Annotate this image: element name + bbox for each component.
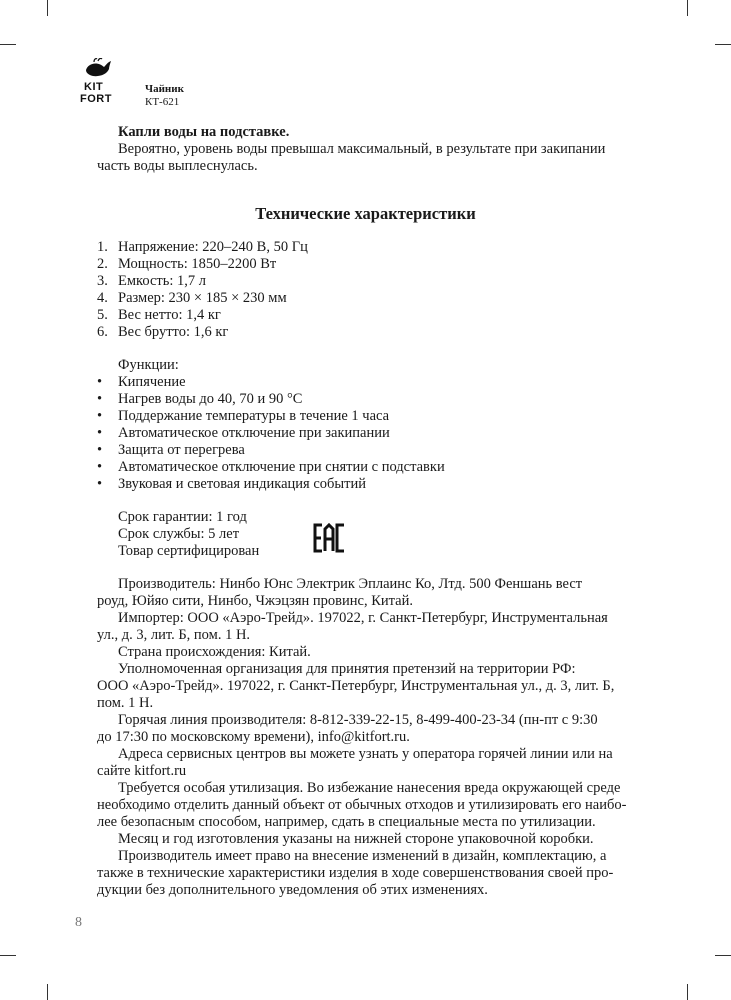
functions-list xyxy=(97,374,642,493)
functions-label: Функции: xyxy=(118,357,179,373)
manufacturer-line-2: роуд, Юйяо сити, Нинбо, Чжэцзян провинс, Китай. xyxy=(97,593,413,609)
rights-line-3: дукции без дополнительного уведомления об этих изменениях. xyxy=(97,882,488,898)
spec-item-text: Мощность: 1850–2200 Вт xyxy=(118,256,277,272)
spec-item-number: 6. xyxy=(97,324,108,340)
function-item-text: Звуковая и световая индикация событий xyxy=(118,476,367,492)
spec-item-text: Вес нетто: 1,4 кг xyxy=(118,307,221,323)
crop-mark-bottom-right-h xyxy=(715,955,731,956)
bullet-icon: • xyxy=(97,442,103,458)
authorized-line-2: ООО «Аэро-Трейд». 197022, г. Санкт-Петербург, Инструментальная ул., д. 3, лит. Б, xyxy=(97,678,615,694)
spec-item xyxy=(97,273,642,290)
product-model: КТ-621 xyxy=(145,96,180,108)
function-item xyxy=(97,459,642,476)
function-item xyxy=(97,374,642,391)
rights-line-1: Производитель имеет право на внесение изменений в дизайн, комплектацию, а xyxy=(118,848,607,864)
bullet-icon: • xyxy=(97,459,103,475)
authorized-line-3: пом. 1 Н. xyxy=(97,695,154,711)
page-header xyxy=(145,83,184,109)
eac-mark xyxy=(313,522,345,559)
disposal-line-3: лее безопасным способом, например, сдать в специальные места по утилизации. xyxy=(97,814,596,830)
specs-list xyxy=(97,239,642,341)
hotline-line-2: до 17:30 по московскому времени), info@kitfort.ru. xyxy=(97,729,410,745)
importer-line-2: ул., д. 3, лит. Б, пом. 1 Н. xyxy=(97,627,251,643)
drops-text-line-1: Вероятно, уровень воды превышал максимальный, в результате при закипании xyxy=(118,141,606,157)
crop-mark-bottom-right xyxy=(687,984,688,1000)
spec-item xyxy=(97,256,642,273)
function-item xyxy=(97,408,642,425)
bullet-icon: • xyxy=(97,408,103,424)
hotline-line-1: Горячая линия производителя: 8-812-339-22-15, 8-499-400-23-34 (пн-пт с 9:30 xyxy=(118,712,598,728)
crop-mark-bottom-left xyxy=(47,984,48,1000)
spec-item-number: 3. xyxy=(97,273,108,289)
disposal-line-2: необходимо отделить данный объект от обычных отходов и утилизировать его наибо- xyxy=(97,797,627,813)
logo-kit-text: KIT xyxy=(84,81,104,93)
function-item xyxy=(97,442,642,459)
specs-heading: Технические характеристики xyxy=(255,204,476,223)
bullet-icon: • xyxy=(97,476,103,492)
function-item xyxy=(97,391,642,408)
spec-item xyxy=(97,290,642,307)
function-item-text: Автоматическое отключение при закипании xyxy=(118,425,390,441)
eac-icon xyxy=(313,522,345,554)
spec-item-text: Размер: 230 × 185 × 230 мм xyxy=(118,290,287,306)
whale-icon xyxy=(84,58,114,78)
spec-item xyxy=(97,324,642,341)
function-item-text: Автоматическое отключение при снятии с подставки xyxy=(118,459,445,475)
function-item xyxy=(97,425,642,442)
function-item-text: Кипячение xyxy=(118,374,186,390)
warranty-service-life: Срок службы: 5 лет xyxy=(118,526,240,542)
function-item-text: Поддержание температуры в течение 1 часа xyxy=(118,408,390,424)
spec-item-number: 5. xyxy=(97,307,108,323)
warranty-block xyxy=(97,509,663,560)
service-line-2: сайте kitfort.ru xyxy=(97,763,187,779)
function-item-text: Защита от перегрева xyxy=(118,442,245,458)
spec-item xyxy=(97,239,642,256)
disposal-line-1: Требуется особая утилизация. Во избежание нанесения вреда окружающей среде xyxy=(118,780,621,796)
bullet-icon: • xyxy=(97,425,103,441)
function-item-text: Нагрев воды до 40, 70 и 90 °C xyxy=(118,391,303,407)
spec-item-text: Напряжение: 220–240 В, 50 Гц xyxy=(118,239,308,255)
authorized-line-1: Уполномоченная организация для принятия претензий на территории РФ: xyxy=(118,661,576,677)
warranty-certified: Товар сертифицирован xyxy=(118,543,260,559)
crop-mark-top-left-h xyxy=(0,44,16,45)
origin-line: Страна происхождения: Китай. xyxy=(118,644,311,660)
crop-mark-bottom-left-h xyxy=(0,955,16,956)
spec-item-text: Емкость: 1,7 л xyxy=(118,273,206,289)
warranty-guarantee: Срок гарантии: 1 год xyxy=(118,509,247,525)
spec-item-number: 4. xyxy=(97,290,108,306)
drops-text-line-2: часть воды выплеснулась. xyxy=(97,158,258,174)
rights-line-2: также в технические характеристики изделия в ходе совершенствования своей про- xyxy=(97,865,614,881)
importer-line-1: Импортер: ООО «Аэро-Трейд». 197022, г. Санкт-Петербург, Инструментальная xyxy=(118,610,608,626)
product-title: Чайник xyxy=(145,83,184,95)
function-item xyxy=(97,476,642,493)
logo-fort-text: FORT xyxy=(80,93,112,105)
crop-mark-top-left xyxy=(47,0,48,16)
kitfort-logo xyxy=(80,58,136,108)
spec-item-text: Вес брутто: 1,6 кг xyxy=(118,324,229,340)
crop-mark-top-right-h xyxy=(715,44,731,45)
spec-item-number: 1. xyxy=(97,239,108,255)
info-section xyxy=(97,576,642,899)
page-number: 8 xyxy=(75,915,82,930)
bullet-icon: • xyxy=(97,374,103,390)
spec-item-number: 2. xyxy=(97,256,108,272)
drops-section xyxy=(97,124,663,158)
manufacturer-line-1: Производитель: Нинбо Юнс Электрик Эплаинс Ко, Лтд. 500 Феншань вест xyxy=(118,576,583,592)
spec-item xyxy=(97,307,642,324)
bullet-icon: • xyxy=(97,391,103,407)
drops-title: Капли воды на подставке. xyxy=(118,124,290,140)
crop-mark-top-right xyxy=(687,0,688,16)
date-line: Месяц и год изготовления указаны на нижней стороне упаковочной коробки. xyxy=(118,831,594,847)
service-line-1: Адреса сервисных центров вы можете узнать у оператора горячей линии или на xyxy=(118,746,613,762)
